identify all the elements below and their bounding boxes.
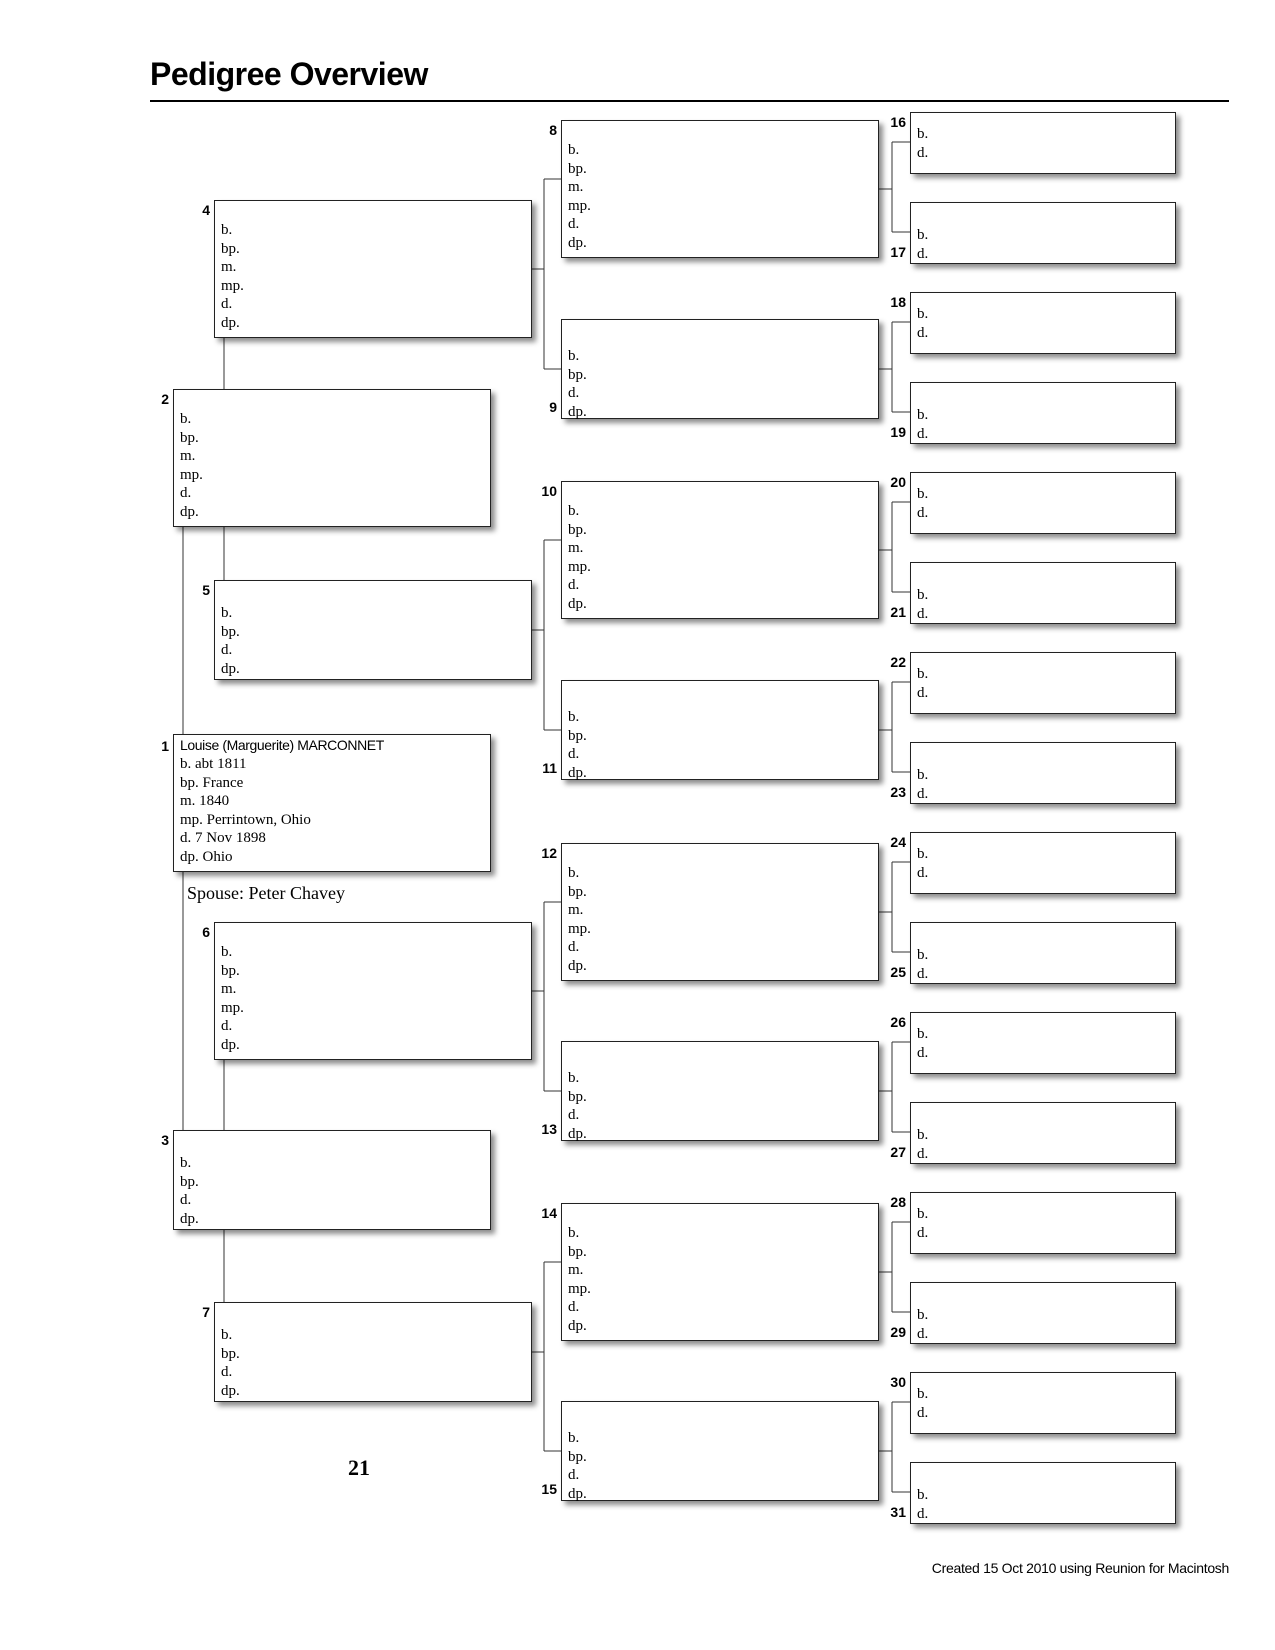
- person-number: 13: [541, 1121, 557, 1137]
- person-line: dp.: [568, 403, 587, 420]
- person-number: 21: [890, 604, 906, 620]
- person-name: [917, 114, 1175, 125]
- person-line: d.: [917, 1325, 929, 1342]
- person-line: d.: [917, 1224, 929, 1241]
- person-number: 5: [202, 582, 210, 598]
- person-name: [568, 845, 878, 864]
- person-name: [917, 564, 1175, 586]
- person-name: [568, 483, 878, 502]
- person-number: 9: [549, 399, 557, 415]
- person-box-15: [561, 1401, 879, 1501]
- person-box-9: [561, 319, 879, 419]
- person-line: mp.: [180, 466, 203, 483]
- person-name: [568, 1043, 878, 1069]
- person-line: b.: [917, 486, 929, 502]
- person-box-21: [910, 562, 1176, 624]
- person-name: [221, 202, 531, 221]
- person-line: dp.: [221, 660, 240, 677]
- person-box-1: [173, 734, 491, 872]
- page-title: Pedigree Overview: [150, 56, 428, 92]
- person-line: b.: [568, 709, 580, 725]
- person-number: 22: [890, 654, 906, 670]
- person-name: [568, 321, 878, 347]
- person-name: [221, 1304, 531, 1326]
- person-line: m.: [221, 259, 237, 275]
- person-line: d.: [568, 939, 580, 955]
- person-line: dp.: [180, 503, 199, 520]
- person-line: b.: [917, 1307, 929, 1323]
- person-line: d.: [917, 324, 929, 341]
- person-number: 18: [890, 294, 906, 310]
- person-number: 1: [161, 738, 169, 754]
- person-line: mp. Perrintown, Ohio: [180, 811, 311, 828]
- person-line: dp.: [221, 1036, 240, 1053]
- person-line: bp.: [180, 429, 199, 446]
- person-line: bp.: [568, 1448, 587, 1465]
- person-line: b.: [917, 1127, 929, 1143]
- person-line: b.: [917, 227, 929, 243]
- person-box-29: [910, 1282, 1176, 1344]
- person-name: [917, 924, 1175, 946]
- person-box-26: [910, 1012, 1176, 1074]
- person-name: [568, 682, 878, 708]
- person-line: d.: [221, 1018, 233, 1034]
- person-line: b.: [568, 1225, 580, 1241]
- person-line: d.: [568, 216, 580, 232]
- person-number: 10: [541, 483, 557, 499]
- person-line: d.: [917, 965, 929, 982]
- person-line: b.: [917, 587, 929, 603]
- person-line: d.: [568, 385, 580, 401]
- person-name: [917, 834, 1175, 845]
- person-number: 16: [890, 114, 906, 130]
- person-name: [917, 1194, 1175, 1205]
- person-line: b.: [917, 306, 929, 322]
- person-line: dp.: [568, 595, 587, 612]
- person-number: 30: [890, 1374, 906, 1390]
- person-number: 31: [890, 1504, 906, 1520]
- person-line: m. 1840: [180, 793, 230, 809]
- person-line: b.: [917, 1206, 929, 1222]
- person-line: b. abt 1811: [180, 756, 247, 772]
- person-box-25: [910, 922, 1176, 984]
- person-line: b.: [917, 666, 929, 682]
- person-line: d.: [917, 684, 929, 701]
- person-box-22: [910, 652, 1176, 714]
- person-line: dp. Ohio: [180, 848, 233, 865]
- person-box-7: [214, 1302, 532, 1402]
- person-line: bp.: [221, 962, 240, 979]
- person-line: d.: [917, 504, 929, 521]
- person-line: bp.: [568, 160, 587, 177]
- person-box-16: [910, 112, 1176, 174]
- person-line: m.: [568, 902, 584, 918]
- person-line: d.: [568, 1107, 580, 1123]
- person-box-14: [561, 1203, 879, 1341]
- person-number: 25: [890, 964, 906, 980]
- person-number: 11: [542, 760, 557, 776]
- person-line: d. 7 Nov 1898: [180, 830, 266, 846]
- person-line: bp.: [221, 623, 240, 640]
- person-box-31: [910, 1462, 1176, 1524]
- person-name: [917, 1374, 1175, 1385]
- person-number: 29: [890, 1324, 906, 1340]
- person-line: b.: [221, 605, 233, 621]
- person-line: d.: [917, 245, 929, 262]
- person-number: 3: [161, 1132, 169, 1148]
- person-line: bp.: [221, 240, 240, 257]
- person-box-17: [910, 202, 1176, 264]
- person-line: b.: [568, 348, 580, 364]
- person-line: b.: [917, 1026, 929, 1042]
- person-line: b.: [568, 1070, 580, 1086]
- person-line: d.: [917, 1505, 929, 1522]
- person-name: [568, 1403, 878, 1429]
- person-box-2: [173, 389, 491, 527]
- person-number: 6: [202, 924, 210, 940]
- person-line: m.: [568, 179, 584, 195]
- person-line: dp.: [568, 957, 587, 974]
- person-line: dp.: [568, 1485, 587, 1502]
- person-name: [917, 1104, 1175, 1126]
- page-number: 21: [348, 1455, 370, 1480]
- person-name: [917, 384, 1175, 406]
- footer-credit: Created 15 Oct 2010 using Reunion for Macintosh: [931, 1560, 1229, 1576]
- person-line: bp.: [568, 366, 587, 383]
- person-name: [917, 654, 1175, 665]
- person-line: mp.: [568, 558, 591, 575]
- person-line: d.: [917, 144, 929, 161]
- person-box-20: [910, 472, 1176, 534]
- person-name: [917, 474, 1175, 485]
- person-line: dp.: [221, 314, 240, 331]
- person-box-8: [561, 120, 879, 258]
- person-line: d.: [221, 642, 233, 658]
- person-number: 4: [202, 202, 210, 218]
- person-line: b.: [568, 865, 580, 881]
- person-line: d.: [917, 1404, 929, 1421]
- person-number: 26: [890, 1014, 906, 1030]
- person-line: b.: [221, 944, 233, 960]
- person-name: Louise (Marguerite) MARCONNET: [180, 737, 384, 753]
- person-number: 23: [890, 784, 906, 800]
- person-line: b.: [917, 1487, 929, 1503]
- person-box-6: [214, 922, 532, 1060]
- person-line: m.: [568, 1262, 584, 1278]
- person-line: m.: [568, 540, 584, 556]
- person-line: dp.: [568, 234, 587, 251]
- person-name: [568, 122, 878, 141]
- person-box-11: [561, 680, 879, 780]
- person-line: bp.: [568, 521, 587, 538]
- person-name: [917, 204, 1175, 226]
- person-name: [568, 1205, 878, 1224]
- person-line: d.: [917, 605, 929, 622]
- person-line: dp.: [180, 1210, 199, 1227]
- person-number: 17: [890, 244, 906, 260]
- person-name: [917, 1464, 1175, 1486]
- person-line: b.: [917, 126, 929, 142]
- person-number: 7: [202, 1304, 210, 1320]
- person-number: 28: [890, 1194, 906, 1210]
- person-box-19: [910, 382, 1176, 444]
- person-line: m.: [221, 981, 237, 997]
- person-line: b.: [917, 767, 929, 783]
- person-line: dp.: [568, 764, 587, 781]
- person-box-10: [561, 481, 879, 619]
- person-line: b.: [568, 1430, 580, 1446]
- person-number: 8: [549, 122, 557, 138]
- person-line: d.: [568, 1299, 580, 1315]
- person-name: [221, 582, 531, 604]
- person-number: 24: [890, 834, 906, 850]
- person-box-27: [910, 1102, 1176, 1164]
- person-line: d.: [568, 1467, 580, 1483]
- person-line: b.: [917, 846, 929, 862]
- person-name: [221, 924, 531, 943]
- person-box-13: [561, 1041, 879, 1141]
- person-line: bp.: [221, 1345, 240, 1362]
- person-line: bp.: [180, 1173, 199, 1190]
- person-line: b.: [221, 1327, 233, 1343]
- person-line: d.: [917, 425, 929, 442]
- person-line: m.: [180, 448, 196, 464]
- person-line: dp.: [221, 1382, 240, 1399]
- person-line: b.: [917, 1386, 929, 1402]
- person-number: 14: [541, 1205, 557, 1221]
- person-line: d.: [917, 1145, 929, 1162]
- person-box-23: [910, 742, 1176, 804]
- person-line: b.: [568, 503, 580, 519]
- person-line: d.: [917, 785, 929, 802]
- person-line: mp.: [221, 277, 244, 294]
- person-line: b.: [917, 947, 929, 963]
- person-name: [917, 294, 1175, 305]
- person-line: d.: [917, 864, 929, 881]
- person-line: mp.: [568, 197, 591, 214]
- person-box-12: [561, 843, 879, 981]
- person-line: bp.: [568, 1243, 587, 1260]
- person-name: [917, 1014, 1175, 1025]
- person-number: 20: [890, 474, 906, 490]
- person-number: 15: [541, 1481, 557, 1497]
- person-line: mp.: [568, 1280, 591, 1297]
- person-name: [917, 1284, 1175, 1306]
- person-box-18: [910, 292, 1176, 354]
- person-box-24: [910, 832, 1176, 894]
- person-line: d.: [180, 485, 192, 501]
- person-number: 19: [890, 424, 906, 440]
- person-line: bp.: [568, 727, 587, 744]
- person-box-5: [214, 580, 532, 680]
- person-line: b.: [568, 142, 580, 158]
- person-line: b.: [180, 1155, 192, 1171]
- person-line: d.: [568, 746, 580, 762]
- person-line: dp.: [568, 1125, 587, 1142]
- person-box-4: [214, 200, 532, 338]
- person-line: bp.: [568, 1088, 587, 1105]
- person-name: [180, 1132, 490, 1154]
- person-line: d.: [180, 1192, 192, 1208]
- person-line: d.: [568, 577, 580, 593]
- person-line: b.: [180, 411, 192, 427]
- person-number: 27: [890, 1144, 906, 1160]
- person-name: [917, 744, 1175, 766]
- person-number: 12: [541, 845, 557, 861]
- person-line: b.: [917, 407, 929, 423]
- person-line: d.: [917, 1044, 929, 1061]
- person-line: b.: [221, 222, 233, 238]
- person-box-28: [910, 1192, 1176, 1254]
- person-line: d.: [221, 296, 233, 312]
- person-line: d.: [221, 1364, 233, 1380]
- person-name: [180, 391, 490, 410]
- person-line: bp.: [568, 883, 587, 900]
- person-box-3: [173, 1130, 491, 1230]
- spouse-label: Spouse: Peter Chavey: [187, 883, 345, 903]
- person-number: 2: [161, 391, 169, 407]
- person-line: mp.: [568, 920, 591, 937]
- person-line: dp.: [568, 1317, 587, 1334]
- person-line: mp.: [221, 999, 244, 1016]
- person-box-30: [910, 1372, 1176, 1434]
- person-line: bp. France: [180, 774, 244, 791]
